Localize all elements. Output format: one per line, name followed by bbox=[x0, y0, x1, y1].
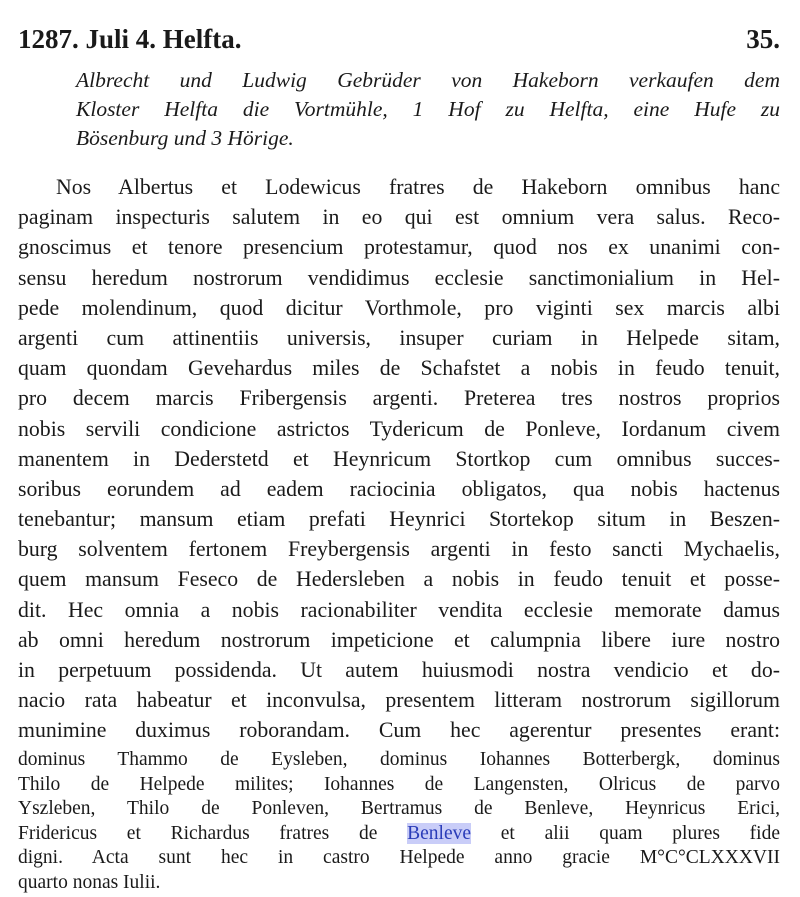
text-line: tenebantur; mansum etiam prefati Heynrici Stortekop situm in Beszen- bbox=[18, 507, 780, 532]
text-line: Nos Albertus et Lodewicus fratres de Hakeborn omnibus hanc bbox=[56, 175, 780, 199]
charter-text bbox=[18, 172, 780, 746]
text-line: soribus eorundem ad eadem raciocinia obligatos, qua nobis hactenus bbox=[18, 476, 780, 501]
text-line: munimine duximus roborandam. Cum hec agerentur presentes erant: bbox=[18, 718, 780, 743]
text-line: ab omni heredum nostrorum impeticione et calumpnia libere iure nostro bbox=[18, 627, 780, 652]
witness-list bbox=[18, 748, 780, 895]
text-line: dit. Hec omnia a nobis racionabiliter vendita ecclesie memorate damus bbox=[18, 597, 780, 622]
text-line: quam quondam Gevehardus miles de Schafstet a nobis in feudo tenuit, bbox=[18, 356, 780, 381]
witness-text: Fridericus et Richardus fratres de bbox=[18, 822, 378, 844]
text-line: argenti cum attinentiis universis, insuper curiam in Helpede sitam, bbox=[18, 325, 780, 350]
regest-line: Bösenburg und 3 Hörige. bbox=[76, 126, 294, 150]
text-line: sensu heredum nostrorum vendidimus ecclesie sanctimonialium in Hel- bbox=[18, 265, 780, 290]
regest-line: Albrecht und Ludwig Gebrüder von Hakeborn verkaufen dem bbox=[76, 68, 780, 92]
text-line: gnoscimus et tenore presencium protestamur, quod nos ex unanimi con- bbox=[18, 235, 780, 260]
document-heading bbox=[18, 22, 780, 56]
witness-line: Yszleben, Thilo de Ponleven, Bertramus de Benleve, Heynricus Erici, bbox=[18, 798, 780, 819]
witness-line: Thilo de Helpede milites; Iohannes de Langensten, Olricus de parvo bbox=[18, 773, 780, 795]
charter-date-place: 1287. Juli 4. Helfta. bbox=[18, 24, 242, 54]
text-line: quem mansum Feseco de Hedersleben a nobis in feudo tenuit et posse- bbox=[18, 567, 780, 592]
witness-line bbox=[18, 822, 780, 847]
witness-line: digni. Acta sunt hec in castro Helpede anno gracie M°C°CLXXXVII bbox=[18, 847, 780, 868]
witness-line: dominus Thammo de Eysleben, dominus Iohannes Botterbergk, dominus bbox=[18, 749, 780, 770]
highlighted-word[interactable]: Benleve bbox=[407, 822, 472, 844]
charter-number: 35. bbox=[746, 24, 780, 54]
witness-line: quarto nonas Iulii. bbox=[18, 871, 161, 893]
text-line: nacio rata habeatur et inconvulsa, presentem litteram nostrorum sigillorum bbox=[18, 688, 780, 713]
text-line: manentem in Dederstetd et Heynricum Stortkop cum omnibus succes- bbox=[18, 446, 780, 471]
text-line: in perpetuum possidenda. Ut autem huiusmodi nostra vendicio et do- bbox=[18, 658, 780, 682]
text-line: nobis servili condicione astrictos Tydericum de Ponleve, Iordanum civem bbox=[18, 416, 780, 441]
text-line: paginam inspecturis salutem in eo qui est omnium vera salus. Reco- bbox=[18, 205, 780, 230]
witness-text: et alii quam plures fide bbox=[500, 822, 781, 844]
text-line: burg solventem fertonem Freybergensis argenti in festo sancti Mychaelis, bbox=[18, 537, 780, 562]
text-line: pro decem marcis Fribergensis argenti. Preterea tres nostros proprios bbox=[18, 386, 780, 411]
regest-summary bbox=[76, 66, 780, 153]
text-line: pede molendinum, quod dicitur Vorthmole, pro viginti sex marcis albi bbox=[18, 295, 780, 320]
regest-line: Kloster Helfta die Vortmühle, 1 Hof zu Helfta, eine Hufe zu bbox=[76, 97, 780, 121]
